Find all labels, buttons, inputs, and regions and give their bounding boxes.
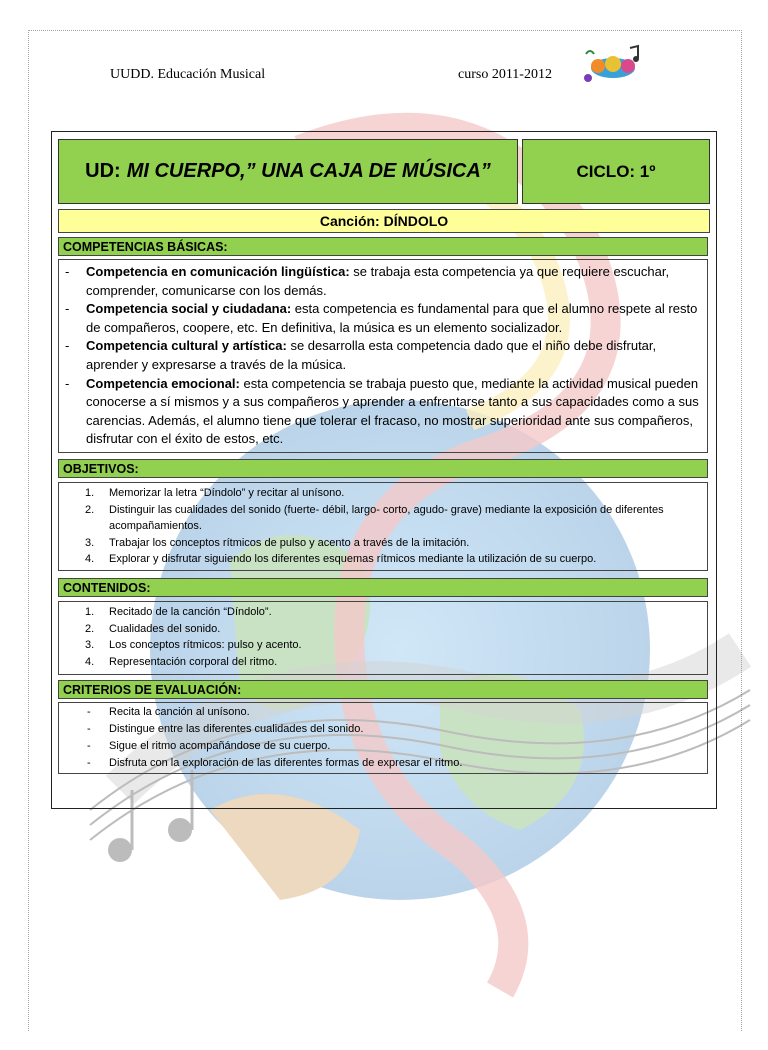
cycle-box: CICLO: 1º xyxy=(522,139,710,204)
header-school-year: curso 2011-2012 xyxy=(458,67,552,82)
list-item: 4. Explorar y disfrutar siguiendo los diferentes esquemas rítmicos mediante la utilización de su cuerpo. xyxy=(85,553,597,566)
objetivos-list xyxy=(59,483,707,568)
list-item: 1. Memorizar la letra “Díndolo” y recitar al unísono. xyxy=(85,487,345,499)
unit-label: UD: xyxy=(85,160,121,182)
list-item: 2. Cualidades del sonido. xyxy=(85,622,221,635)
competencias-box xyxy=(58,259,708,453)
list-item: - Distingue entre las diferentes cualidades del sonido. xyxy=(59,721,701,738)
list-item: - Sigue el ritmo acompañándose de su cuerpo. xyxy=(59,738,701,755)
list-item: 3. Trabajar los conceptos rítmicos de pulso y acento a través de la imitación. xyxy=(85,536,470,549)
music-notes-logo-icon xyxy=(578,44,648,86)
list-item: - Disfruta con la exploración de las diferentes formas de expresar el ritmo. xyxy=(59,755,701,772)
list-item: 2. Distinguir las cualidades del sonido (fuerte- débil, largo- corto, agudo- grave) mediante la exposición de diferentes acompañamientos. xyxy=(85,503,664,533)
competencias-heading: COMPETENCIAS BÁSICAS: xyxy=(58,237,708,256)
criterios-box xyxy=(58,702,708,774)
list-item: 4. Representación corporal del ritmo. xyxy=(85,655,278,668)
list-item: - Competencia social y ciudadana: esta competencia es fundamental para que el alumno respete al resto de compañeros, coopere, etc. En definitiva, la música es un elemento socializador. xyxy=(65,300,699,337)
list-item: - Recita la canción al unísono. xyxy=(59,704,701,721)
criterios-list xyxy=(59,703,707,772)
competencias-list xyxy=(59,260,707,449)
criterios-heading: CRITERIOS DE EVALUACIÓN: xyxy=(58,680,708,699)
list-item: - Competencia emocional: esta competencia se trabaja puesto que, mediante la actividad musical pueden conocerse a sí mismos y a sus compañeros y aprender a enfrentarse tanto a sus capacidades como a sus carencias. Además, el alumno tiene que tolerar el fracaso, no mostrar superioridad ante sus compañeros, disfrutar con el éxito de estos, etc. xyxy=(65,375,699,449)
list-item: - Competencia cultural y artística: se desarrolla esta competencia dado que el niño debe disfrutar, aprender y expresarse a través de la música. xyxy=(65,337,699,374)
contenidos-box xyxy=(58,601,708,675)
header-course-title: UUDD. Educación Musical xyxy=(110,67,266,82)
contenidos-heading: CONTENIDOS: xyxy=(58,578,708,597)
song-title-bar: Canción: DÍNDOLO xyxy=(58,209,710,233)
list-item: - Competencia en comunicación lingüística: se trabaja esta competencia ya que requiere escuchar, comprender, comunicarse con los demás. xyxy=(65,263,699,300)
unit-title-box xyxy=(58,139,518,204)
unit-title: MI CUERPO,” UNA CAJA DE MÚSICA” xyxy=(126,160,491,182)
objetivos-heading: OBJETIVOS: xyxy=(58,459,708,478)
contenidos-list xyxy=(59,602,707,670)
list-item: 3. Los conceptos rítmicos: pulso y acento. xyxy=(85,639,302,652)
objetivos-box xyxy=(58,482,708,571)
list-item: 1. Recitado de la canción “Díndolo”. xyxy=(85,606,272,618)
